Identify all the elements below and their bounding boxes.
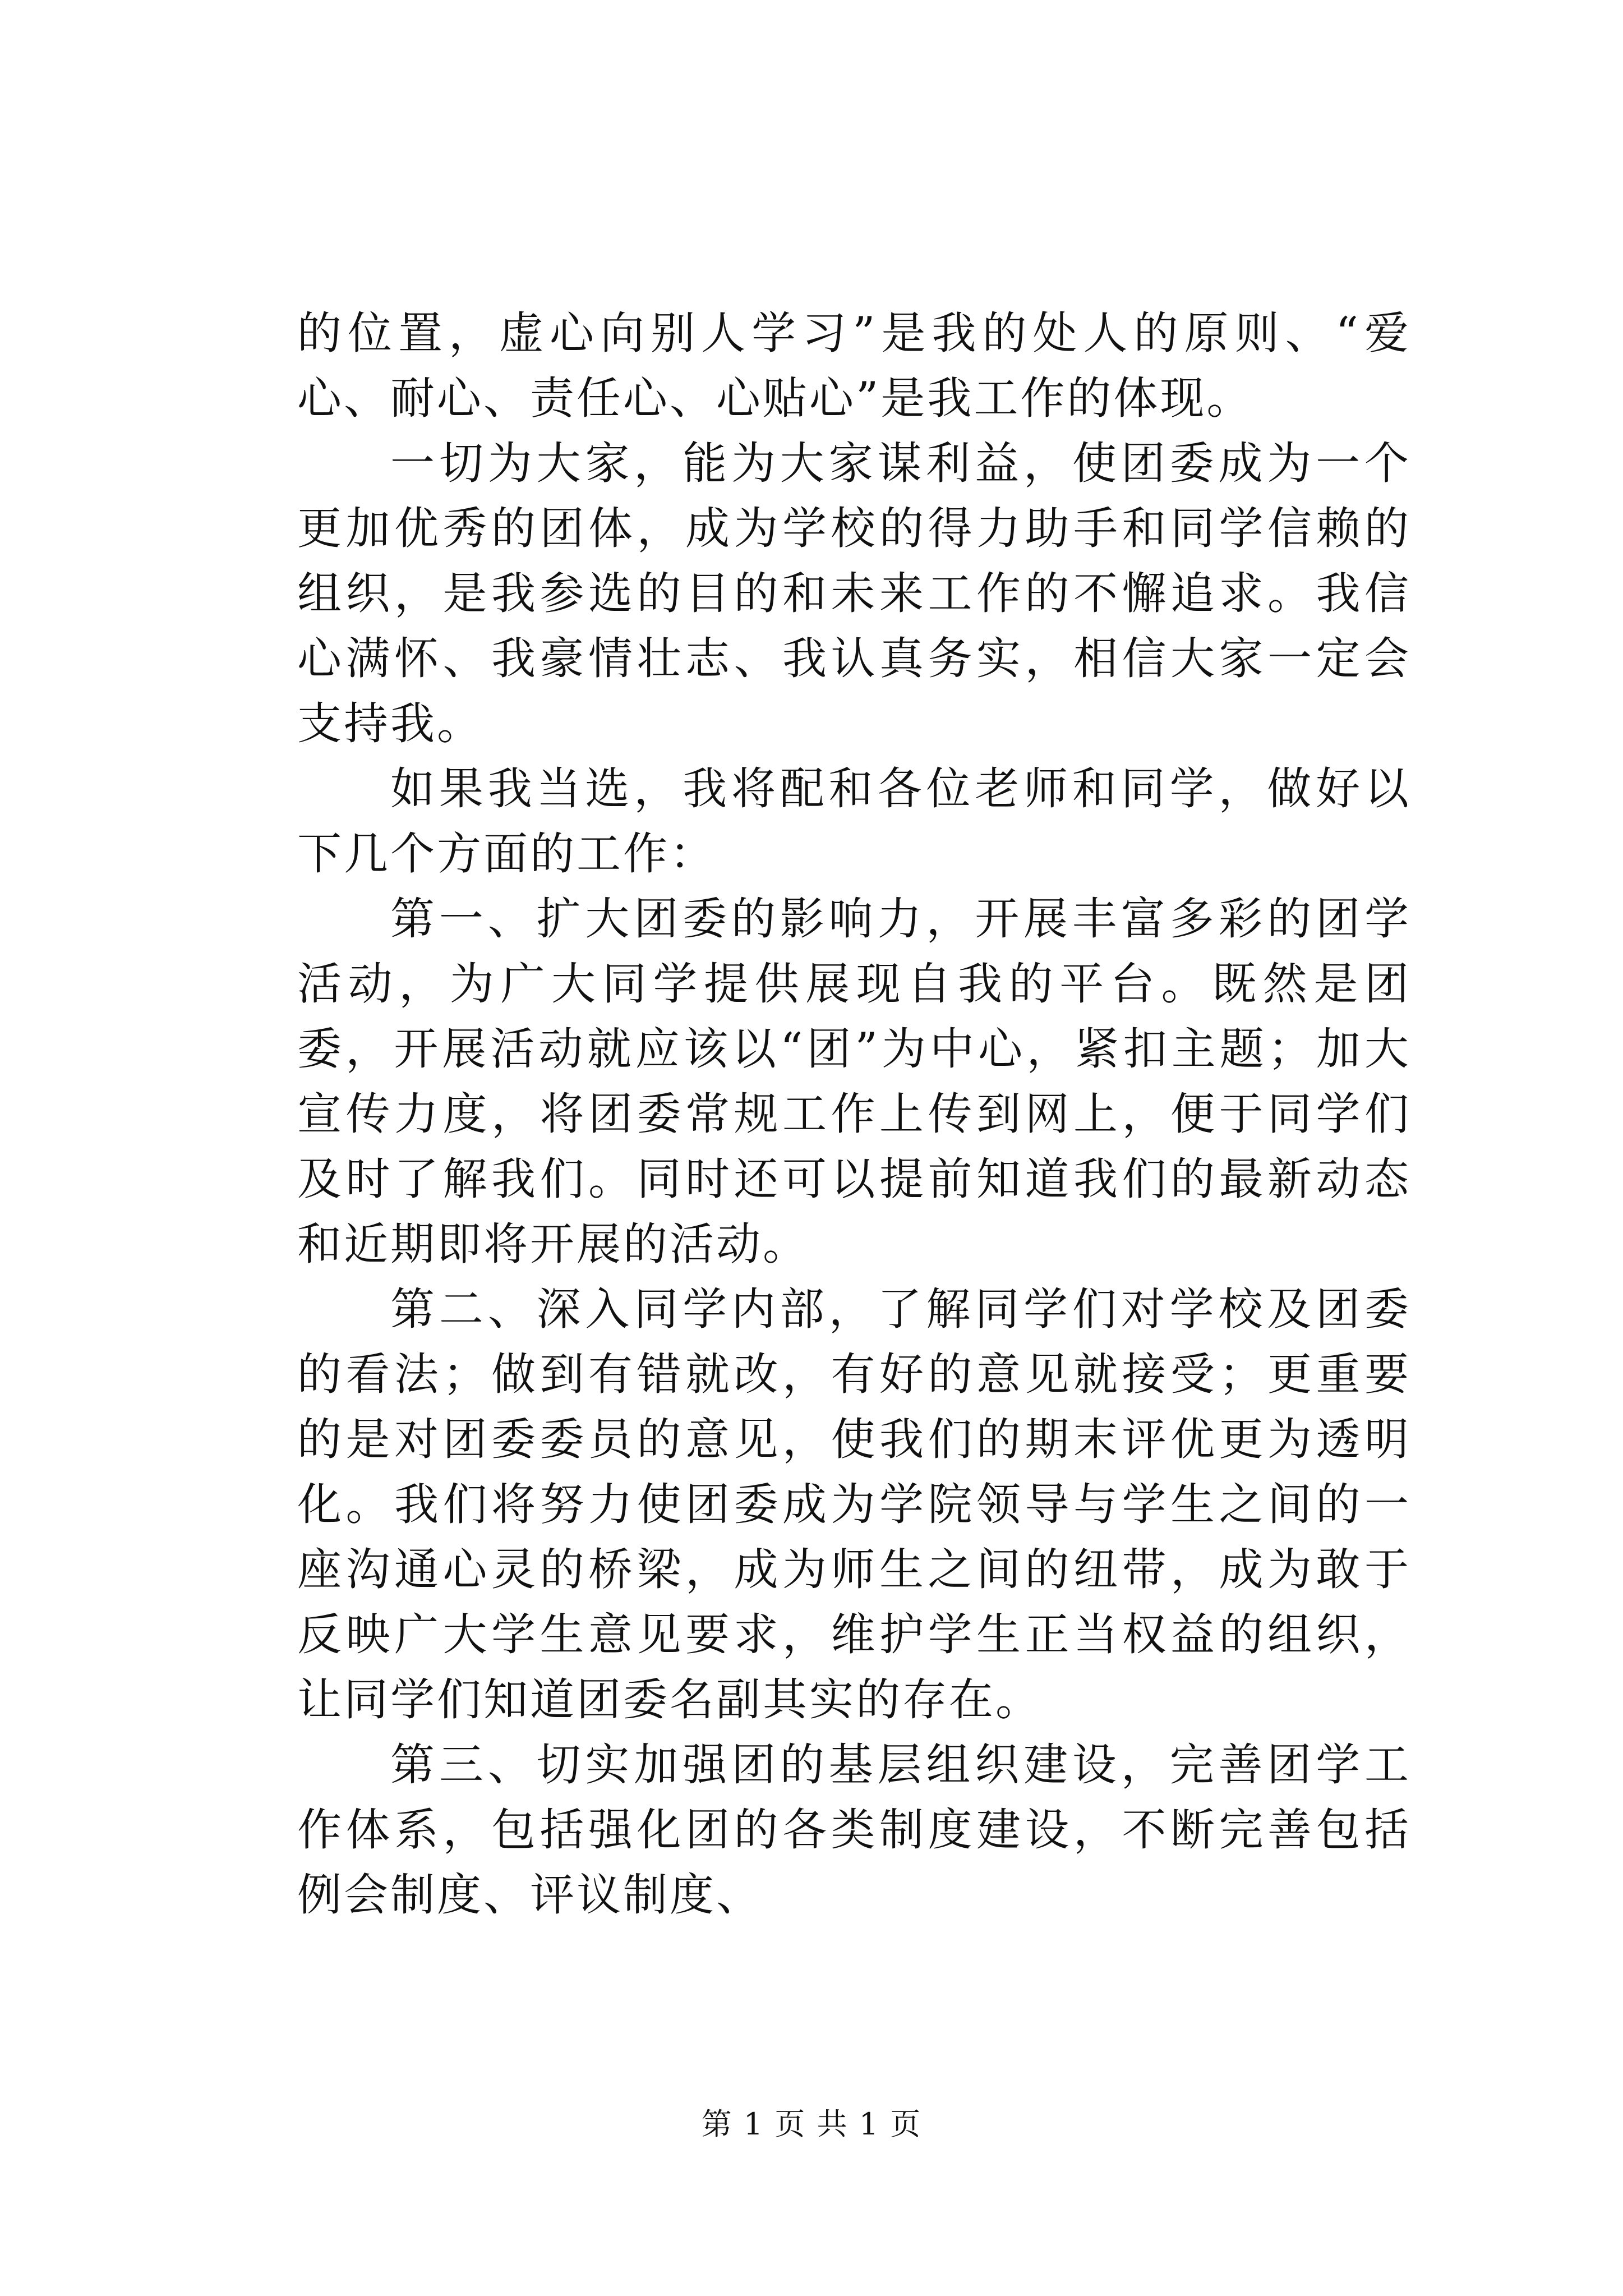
paragraph-6: 第三、切实加强团的基层组织建设，完善团学工作体系，包括强化团的各类制度建设，不断完善包括例会制度、评议制度、	[297, 1739, 1411, 1921]
paragraph-4: 第一、扩大团委的影响力，开展丰富多彩的团学活动，为广大同学提供展现自我的平台。既然是团委，开展活动就应该以“团”为中心，紧扣主题；加大宣传力度，将团委常规工作上传到网上，便于同学们及时了解我们。同时还可以提前知道我们的最新动态和近期即将开展的活动。	[297, 893, 1411, 1270]
paragraph-2: 一切为大家，能为大家谋利益，使团委成为一个更加优秀的团体，成为学校的得力助手和同学信赖的组织，是我参选的目的和未来工作的不懈追求。我信心满怀、我豪情壮志、我认真务实，相信大家一定会支持我。	[297, 438, 1411, 749]
document-body	[297, 301, 1411, 1927]
paragraph-3: 如果我当选，我将配和各位老师和同学，做好以下几个方面的工作：	[297, 763, 1411, 880]
page-footer: 第 1 页 共 1 页	[701, 2106, 922, 2142]
paragraph-5: 第二、深入同学内部，了解同学们对学校及团委的看法；做到有错就改，有好的意见就接受；更重要的是对团委委员的意见，使我们的期末评优更为透明化。我们将努力使团委成为学院领导与学生之间的一座沟通心灵的桥梁，成为师生之间的纽带，成为敢于反映广大学生意见要求，维护学生正当权益的组织，让同学们知道团委名副其实的存在。	[297, 1283, 1411, 1726]
paragraph-1: 的位置，虚心向别人学习”是我的处人的原则、“爱心、耐心、责任心、心贴心”是我工作的体现。	[297, 307, 1411, 424]
